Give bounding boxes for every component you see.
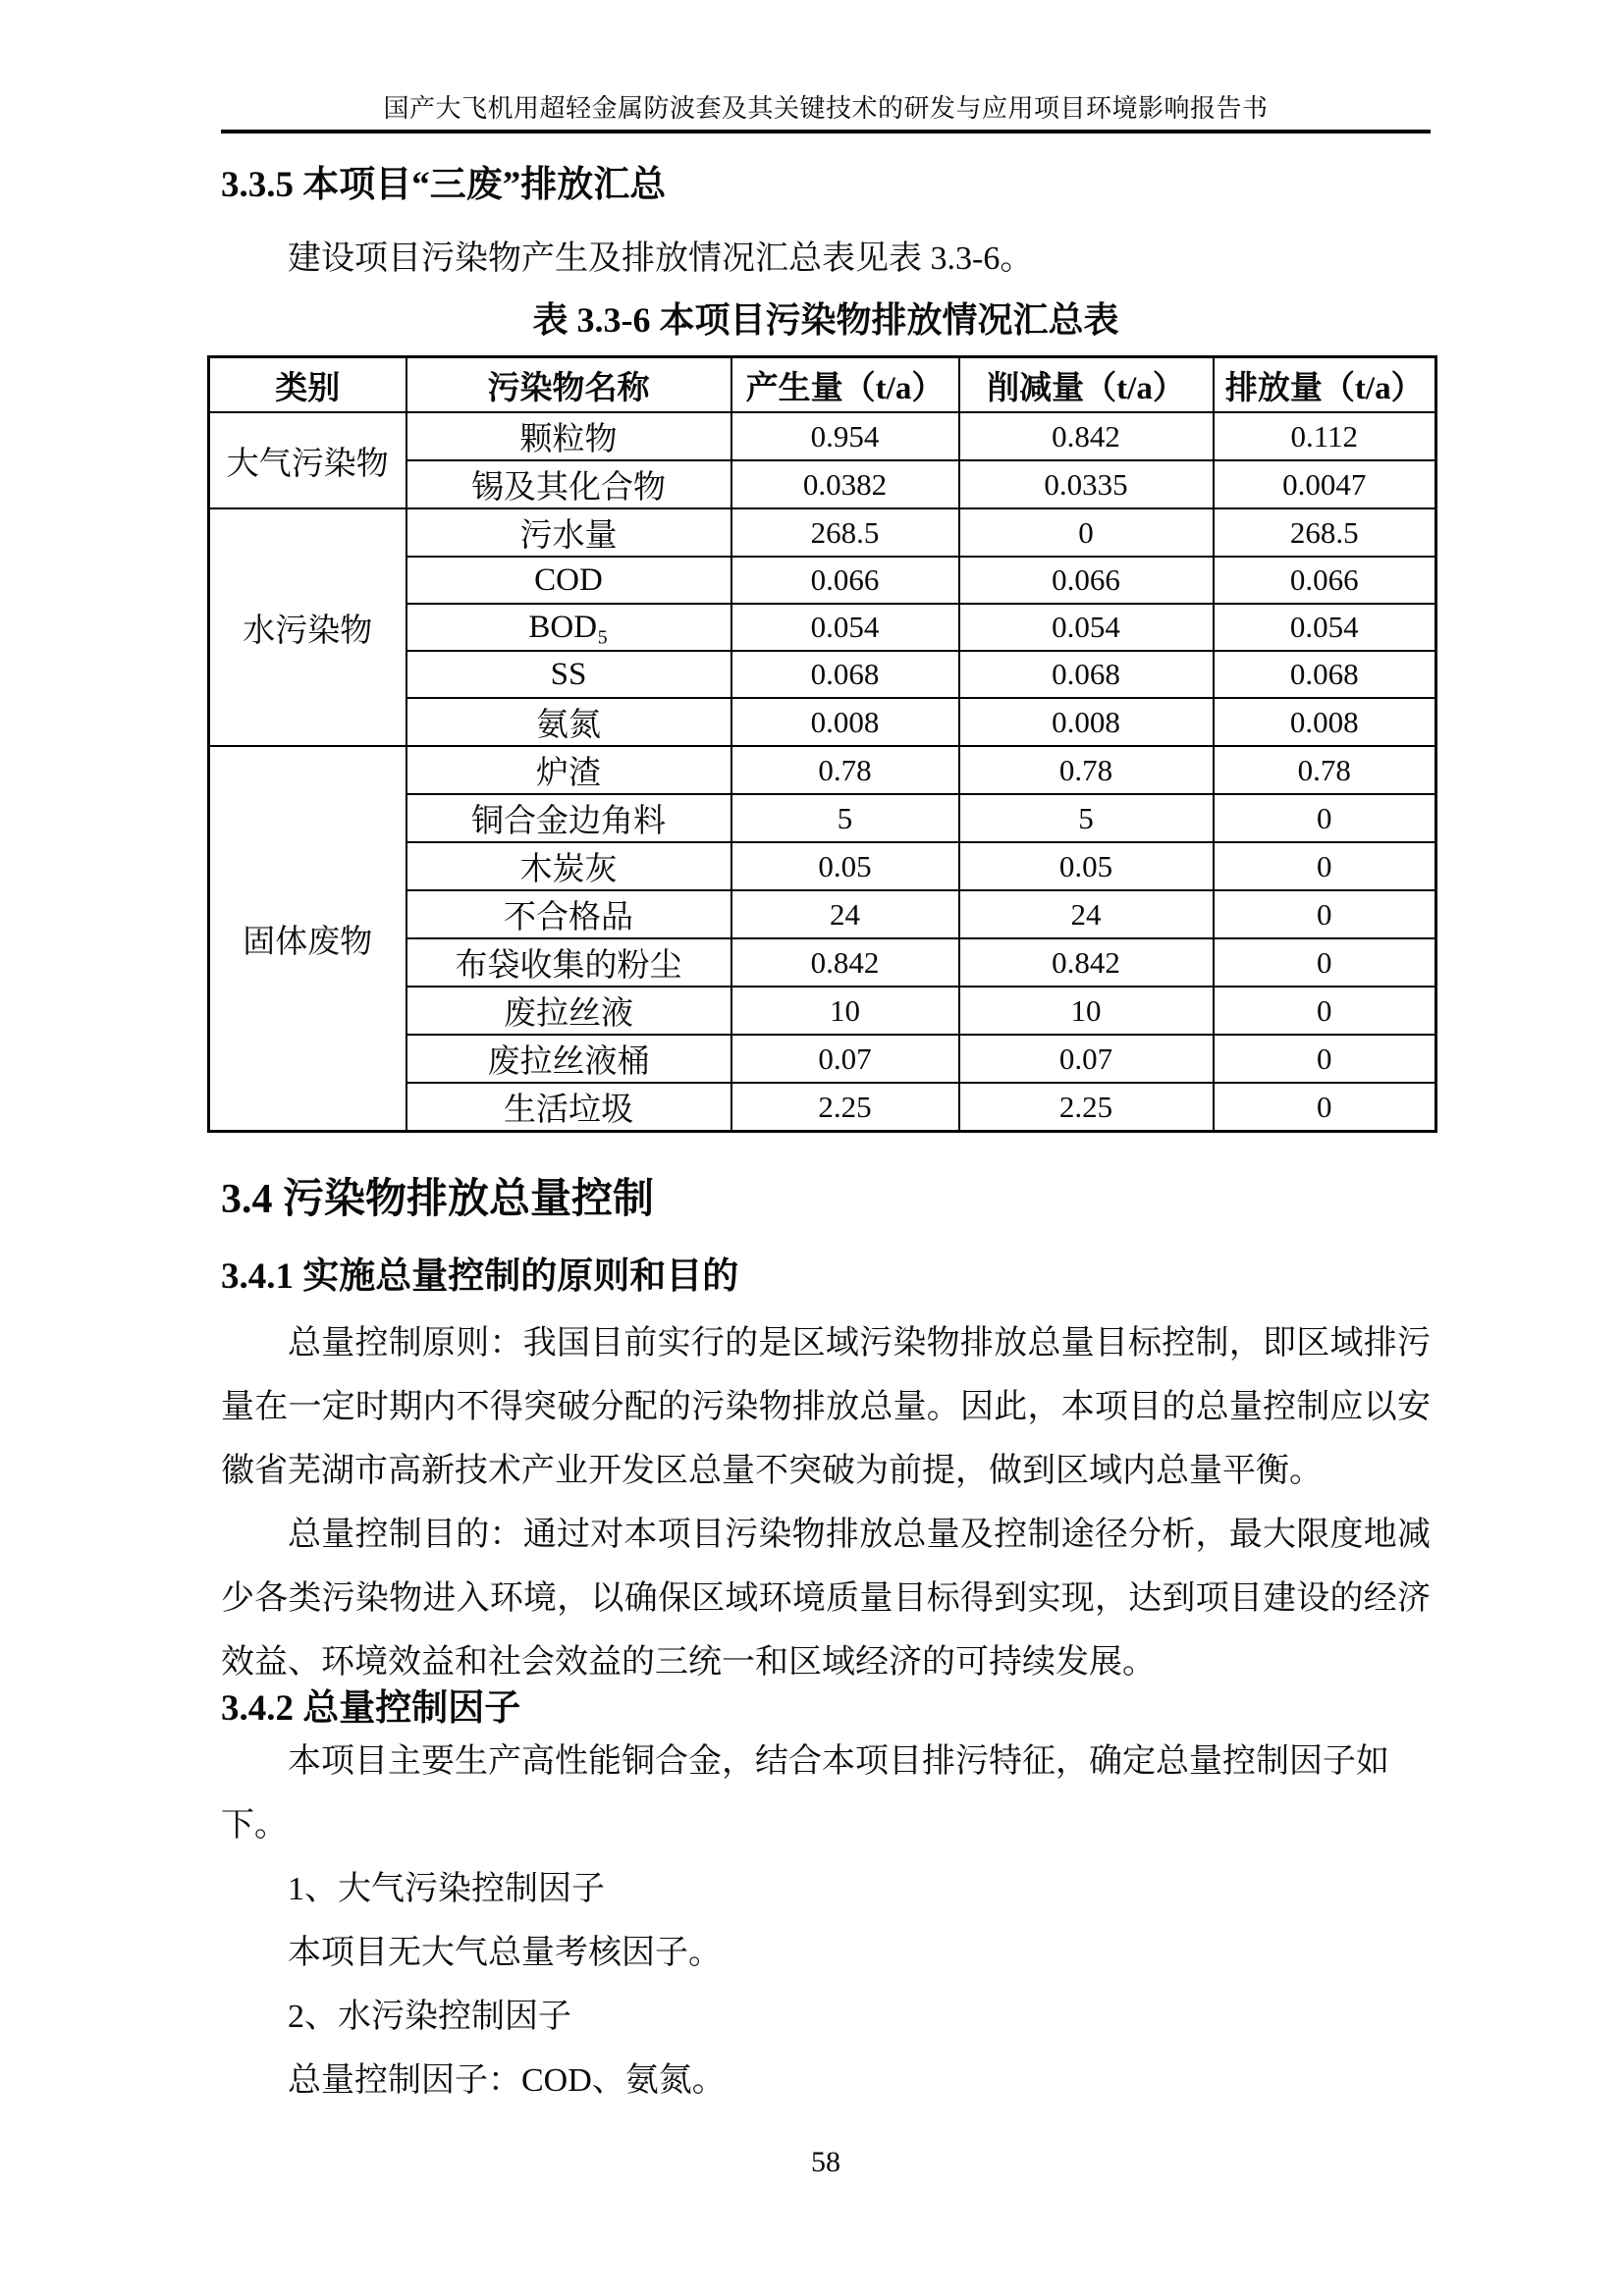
item-air-pollution-factor-title: 1、大气污染控制因子 [288, 1871, 605, 1907]
item-air-pollution-factor-body: 本项目无大气总量考核因子。 [288, 1935, 722, 1971]
table-value-cell: 0.068 [731, 651, 959, 698]
item-water-pollution-factor-title: 2、水污染控制因子 [288, 1999, 571, 2035]
table-value-cell: 0 [959, 508, 1214, 557]
table-value-cell: 0.008 [731, 698, 959, 746]
table-value-cell: 0.066 [1214, 557, 1436, 604]
table-value-cell: 0.0382 [731, 460, 959, 508]
pollutant-table-body [209, 412, 1436, 1132]
table-row [209, 412, 1436, 460]
table-pollutant-name-cell: BOD₅ [406, 604, 731, 651]
doc-header-title: 国产大飞机用超轻金属防波套及其关键技术的研发与应用项目环境影响报告书 [383, 94, 1269, 123]
table-pollutant-name-cell: 废拉丝液桶 [406, 1035, 731, 1083]
table-category-cell: 固体废物 [209, 746, 406, 1132]
table-value-cell: 268.5 [731, 508, 959, 557]
table-pollutant-name-cell: 铜合金边角料 [406, 794, 731, 842]
table-row [209, 746, 1436, 794]
paragraph-total-control-purpose: 总量控制目的：通过对本项目污染物排放总量及控制途径分析，最大限度地减少各类污染物进入环境，以确保区域环境质量目标得到实现，达到项目建设的经济效益、环境效益和社会效益的三统一和区域经济的可持续发展。 [221, 1517, 1431, 1681]
table-value-cell: 0 [1214, 890, 1436, 938]
table-value-cell: 0.842 [959, 412, 1214, 460]
page-number: 58 [811, 2146, 840, 2178]
section-3-3-5-heading: 3.3.5 本项目“三废”排放汇总 [221, 165, 667, 205]
table-pollutant-name-cell: 氨氮 [406, 698, 731, 746]
table-value-cell: 10 [731, 987, 959, 1035]
table-value-cell: 0.054 [959, 604, 1214, 651]
table-row [209, 508, 1436, 557]
table-pollutant-name-cell: 布袋收集的粉尘 [406, 938, 731, 987]
section-3-3-5-intro: 建设项目污染物产生及排放情况汇总表见表 3.3-6。 [288, 240, 1034, 277]
table-value-cell: 0 [1214, 1035, 1436, 1083]
table-value-cell: 0.78 [959, 746, 1214, 794]
table-value-cell: 0.066 [731, 557, 959, 604]
column-header-category: 类别 [209, 357, 406, 413]
table-value-cell: 0.0047 [1214, 460, 1436, 508]
table-pollutant-name-cell: 颗粒物 [406, 412, 731, 460]
table-value-cell: 0.008 [1214, 698, 1436, 746]
pollutant-table-header-row [209, 357, 1436, 413]
section-3-4-2-body [221, 1730, 1431, 2112]
table-value-cell: 0.066 [959, 557, 1214, 604]
pollutant-summary-table [207, 355, 1437, 1133]
table-pollutant-name-cell: 锡及其化合物 [406, 460, 731, 508]
table-value-cell: 10 [959, 987, 1214, 1035]
table-value-cell: 0.78 [731, 746, 959, 794]
table-value-cell: 0.008 [959, 698, 1214, 746]
paragraph-3-4-2-intro: 本项目主要生产高性能铜合金，结合本项目排污特征，确定总量控制因子如下。 [221, 1743, 1389, 1843]
section-3-4-1-heading: 3.4.1 实施总量控制的原则和目的 [221, 1256, 739, 1297]
table-category-cell: 大气污染物 [209, 412, 406, 508]
table-value-cell: 0.054 [731, 604, 959, 651]
table-value-cell: 0 [1214, 938, 1436, 987]
table-caption: 表 3.3-6 本项目污染物排放情况汇总表 [532, 300, 1119, 340]
column-header-reduced: 削减量（t/a） [959, 357, 1214, 413]
table-value-cell: 0 [1214, 842, 1436, 890]
table-value-cell: 0.068 [1214, 651, 1436, 698]
table-value-cell: 0.05 [959, 842, 1214, 890]
column-header-pollutant-name: 污染物名称 [406, 357, 731, 413]
table-value-cell: 0.07 [731, 1035, 959, 1083]
doc-header [221, 94, 1431, 133]
table-pollutant-name-cell: 污水量 [406, 508, 731, 557]
table-pollutant-name-cell: 炉渣 [406, 746, 731, 794]
table-value-cell: 2.25 [959, 1083, 1214, 1132]
table-pollutant-name-cell: SS [406, 651, 731, 698]
table-value-cell: 0 [1214, 794, 1436, 842]
table-pollutant-name-cell: COD [406, 557, 731, 604]
table-value-cell: 5 [959, 794, 1214, 842]
item-water-pollution-factor-body: 总量控制因子：COD、氨氮。 [288, 2062, 726, 2099]
table-value-cell: 0.054 [1214, 604, 1436, 651]
table-value-cell: 24 [731, 890, 959, 938]
table-pollutant-name-cell: 木炭灰 [406, 842, 731, 890]
table-pollutant-name-cell: 生活垃圾 [406, 1083, 731, 1132]
section-3-4-2-heading: 3.4.2 总量控制因子 [221, 1688, 521, 1729]
table-pollutant-name-cell: 不合格品 [406, 890, 731, 938]
table-value-cell: 0.112 [1214, 412, 1436, 460]
table-value-cell: 2.25 [731, 1083, 959, 1132]
column-header-emitted: 排放量（t/a） [1214, 357, 1436, 413]
table-value-cell: 0.07 [959, 1035, 1214, 1083]
table-value-cell: 0.0335 [959, 460, 1214, 508]
table-pollutant-name-cell: 废拉丝液 [406, 987, 731, 1035]
table-value-cell: 268.5 [1214, 508, 1436, 557]
table-value-cell: 24 [959, 890, 1214, 938]
table-value-cell: 0.05 [731, 842, 959, 890]
table-category-cell: 水污染物 [209, 508, 406, 746]
table-value-cell: 0.954 [731, 412, 959, 460]
table-value-cell: 0.78 [1214, 746, 1436, 794]
column-header-generated: 产生量（t/a） [731, 357, 959, 413]
table-value-cell: 0 [1214, 1083, 1436, 1132]
header-rule [221, 130, 1431, 133]
paragraph-total-control-principle: 总量控制原则：我国目前实行的是区域污染物排放总量目标控制，即区域排污量在一定时期内不得突破分配的污染物排放总量。因此，本项目的总量控制应以安徽省芜湖市高新技术产业开发区总量不突破为前提，做到区域内总量平衡。 [221, 1325, 1431, 1489]
table-value-cell: 0 [1214, 987, 1436, 1035]
table-value-cell: 0.842 [731, 938, 959, 987]
table-value-cell: 0.842 [959, 938, 1214, 987]
page-footer [221, 2146, 1431, 2179]
table-value-cell: 5 [731, 794, 959, 842]
section-3-4-heading: 3.4 污染物排放总量控制 [221, 1177, 655, 1222]
table-value-cell: 0.068 [959, 651, 1214, 698]
